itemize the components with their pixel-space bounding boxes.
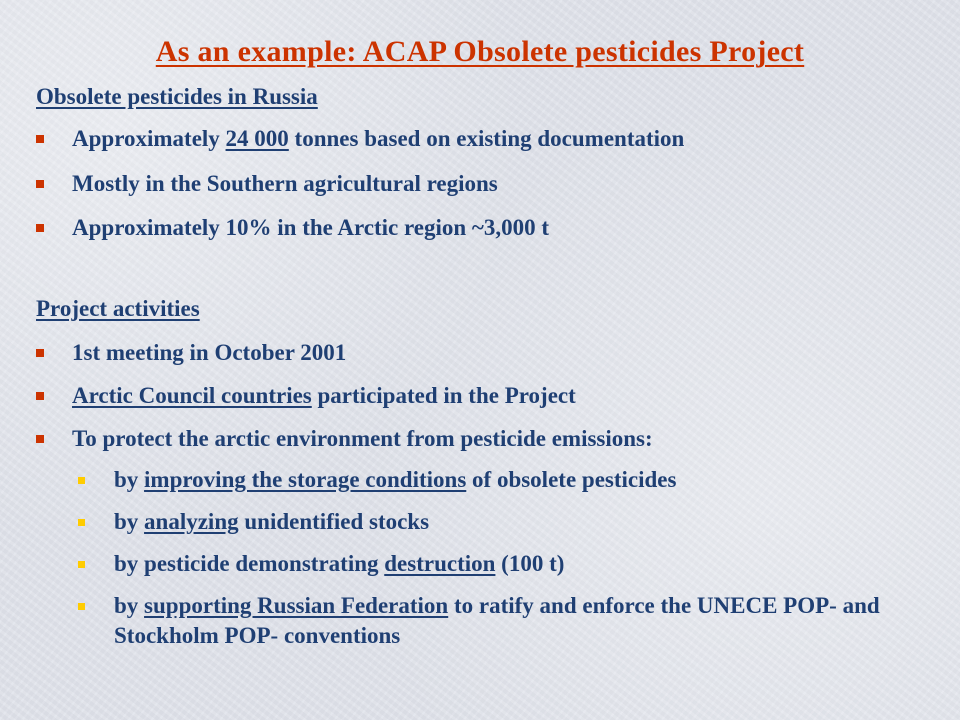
bullet-text: To protect the arctic environment from pesticide emissions: <box>72 426 653 451</box>
square-bullet-icon <box>36 224 44 232</box>
underlined-quantity: 24 000 <box>225 126 289 151</box>
bullet-item <box>36 124 926 154</box>
slide-title-text: As an example: ACAP Obsolete pesticides Project <box>155 35 805 68</box>
section-heading-obsolete-pesticides: Obsolete pesticides in Russia <box>36 84 318 109</box>
sub-bullet-item <box>78 507 918 537</box>
square-bullet-icon <box>36 180 44 188</box>
bullet-item <box>36 338 926 368</box>
slide-title <box>0 32 960 72</box>
underlined-phrase: analyzing <box>144 509 239 534</box>
underlined-phrase: supporting Russian Federation <box>144 593 449 618</box>
underlined-phrase: destruction <box>384 551 496 576</box>
sub-bullet-text: by analyzing unidentified stocks <box>114 509 430 534</box>
sub-bullet-item <box>78 591 918 651</box>
sub-bullet-text: by pesticide demonstrating destruction (100 t) <box>114 551 565 576</box>
square-sub-bullet-icon <box>78 477 85 484</box>
square-bullet-icon <box>36 349 44 357</box>
sub-bullet-text: by supporting Russian Federation to ratify and enforce the UNECE POP- and Stockholm POP- conventions <box>114 593 880 648</box>
bullet-text: Mostly in the Southern agricultural regions <box>72 171 498 196</box>
underlined-phrase: improving the storage conditions <box>144 467 467 492</box>
square-sub-bullet-icon <box>78 519 85 526</box>
sub-bullet-item <box>78 465 918 495</box>
bullet-text: Arctic Council countries participated in the Project <box>72 383 576 408</box>
bullet-item <box>36 213 926 243</box>
bullet-item <box>36 424 926 454</box>
bullet-item <box>36 169 926 199</box>
bullet-item <box>36 381 926 411</box>
sub-bullet-item <box>78 549 918 579</box>
section-heading-project-activities: Project activities <box>36 296 200 321</box>
bullet-text: Approximately 24 000 tonnes based on existing documentation <box>72 126 685 151</box>
square-sub-bullet-icon <box>78 561 85 568</box>
bullet-text: 1st meeting in October 2001 <box>72 340 347 365</box>
square-bullet-icon <box>36 435 44 443</box>
underlined-phrase: Arctic Council countries <box>72 383 312 408</box>
square-sub-bullet-icon <box>78 603 85 610</box>
sub-bullet-text: by improving the storage conditions of obsolete pesticides <box>114 467 677 492</box>
square-bullet-icon <box>36 392 44 400</box>
bullet-text: Approximately 10% in the Arctic region ~3,000 t <box>72 215 550 240</box>
square-bullet-icon <box>36 135 44 143</box>
